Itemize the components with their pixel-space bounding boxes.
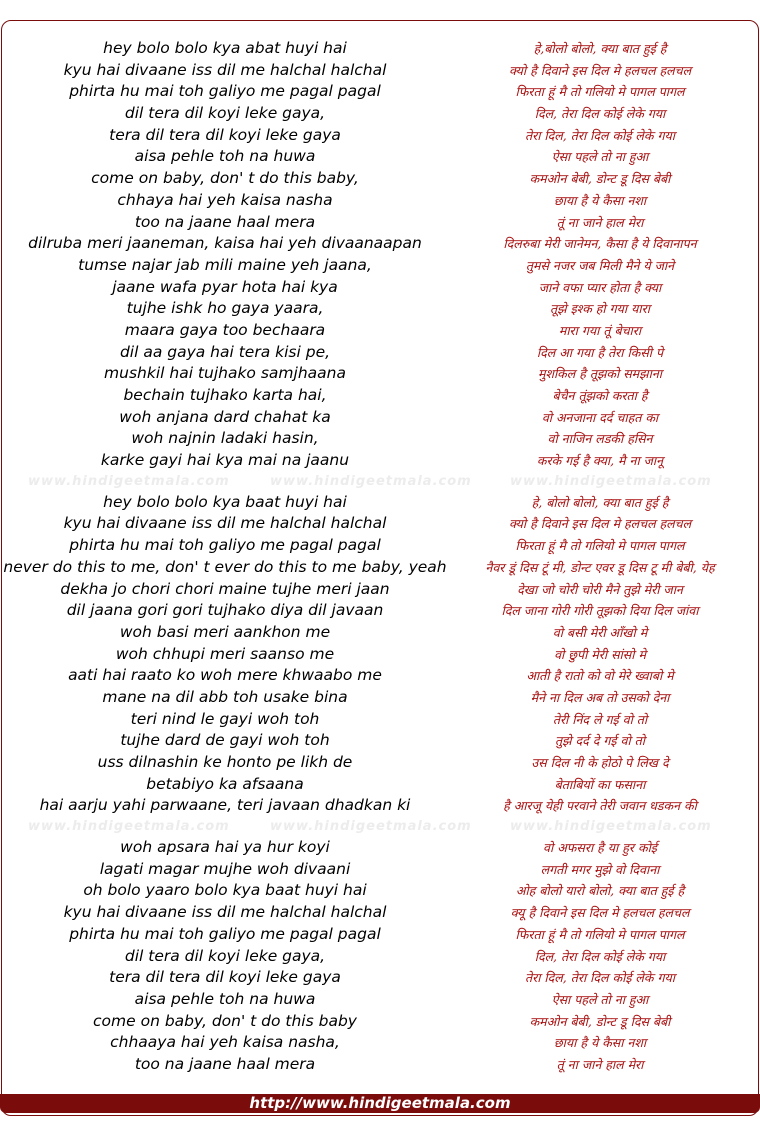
lyric-hindi: वो अनजाना दर्द चाहत का [541,409,659,425]
lyric-english: phirta hu mai toh galiyo me pagal pagal [69,82,381,101]
lyric-english: woh basi meri aankhon me [119,622,331,641]
lyric-hindi: दिल जाना गोरी गोरी तूझको दिया दिल जांवा [501,603,699,619]
lyric-english: jaane wafa pyar hota hai kya [112,277,338,296]
lyric-english: mane na dil abb toh usake bina [102,687,348,706]
lyric-english: mushkil hai tujhako samjhaana [104,364,346,383]
lyric-hindi: छाया है ये कैसा नशा [553,192,647,208]
lyric-hindi: जाने वफा प्यार होता है क्या [538,279,662,295]
lyric-hindi: है आरजू येही परवाने तेरी जवान धडकन की [503,798,697,814]
lyric-line [0,212,760,234]
lyric-line [0,81,760,103]
lyric-english: aati hai raato ko woh mere khwaabo me [68,666,382,685]
lyric-line [0,1011,760,1033]
lyric-english: hai aarju yahi parwaane, teri javaan dhadkan ki [39,796,411,815]
lyric-line [0,600,760,622]
lyric-english: woh anjana dard chahat ka [119,407,331,426]
lyric-english: chhaaya hai yeh kaisa nasha, [110,1033,340,1052]
lyric-english: come on baby, don' t do this baby, [91,169,359,188]
lyric-english: dekha jo chori chori maine tujhe meri jaan [60,579,390,598]
watermark-text: www.hindigeetmala.com [28,473,230,489]
lyric-line [0,342,760,364]
lyric-line [0,687,760,709]
watermark-row [0,472,760,492]
lyric-line [0,579,760,601]
lyric-hindi: ऐसा पहले तो ना हुआ [551,991,649,1007]
lyric-english: come on baby, don' t do this baby [93,1011,357,1030]
lyric-line [0,407,760,429]
lyric-english: kyu hai divaane iss dil me halchal halchal [63,903,387,922]
lyric-english: dil tera dil koyi leke gaya, [124,104,326,123]
lyric-hindi: हे, बोलो बोलो, क्या बात हुई है [531,494,669,510]
lyric-hindi: दिल, तेरा दिल कोई लेके गया [534,106,666,122]
lyric-english: maara gaya too bechaara [124,320,326,339]
lyric-hindi: क्यो है दिवाने इस दिल मे हलचल हलचल [508,516,692,532]
lyric-hindi: तेरा दिल, तेरा दिल कोई लेके गया [524,970,676,986]
lyric-hindi: दिल आ गया है तेरा किसी पे [536,344,664,360]
lyric-line [0,665,760,687]
lyric-english: phirta hu mai toh galiyo me pagal pagal [69,536,381,555]
lyric-english: tera dil tera dil koyi leke gaya [109,125,341,144]
lyric-english: bechain tujhako karta hai, [123,386,327,404]
lyric-line [0,428,760,450]
lyric-line [0,385,760,407]
lyric-line [0,492,760,514]
lyric-hindi: तूझे इश्क हो गया यारा [550,301,650,317]
stanza-3 [0,837,760,1076]
lyric-hindi: मैने ना दिल अब तो उसको देना [530,689,670,705]
watermark-text: www.hindigeetmala.com [28,819,230,835]
lyric-line [0,752,760,774]
lyric-line [0,622,760,644]
lyric-line [0,644,760,666]
stanza-2 [0,492,760,817]
lyric-english: tujhe dard de gayi woh toh [120,731,330,750]
lyric-line [0,946,760,968]
stanza-1 [0,38,760,472]
lyric-hindi: वो बसी मेरी आँखो मे [552,624,648,640]
lyric-english: oh bolo yaaro bolo kya baat huyi hai [83,881,367,900]
lyric-english: dil jaana gori gori tujhako diya dil javaan [66,601,384,620]
lyric-english: uss dilnashin ke honto pe likh de [97,753,353,771]
lyric-line [0,103,760,125]
lyric-hindi: कमओन बेबी, डोन्ट डू दिस बेबी [529,171,671,187]
lyric-english: woh chhupi meri saanso me [115,644,335,663]
lyric-line [0,320,760,342]
lyric-line [0,795,760,817]
lyric-hindi: मारा गया तूं बेचारा [558,322,642,338]
lyric-hindi: लगती मगर मुझे वो दिवाना [540,861,660,877]
lyrics-columns [0,38,760,1076]
lyric-line [0,880,760,902]
lyric-line [0,557,760,579]
lyric-line [0,450,760,472]
footer-bar [0,1094,760,1113]
lyric-line [0,125,760,147]
lyric-hindi: फिरता हूं मै तो गलियो मे पागल पागल [515,926,685,942]
lyric-english: karke gayi hai kya mai na jaanu [100,451,350,470]
lyric-hindi: तुमसे नजर जब मिली मैने ये जाने [525,257,675,273]
lyric-english: tujhe ishk ho gaya yaara, [126,299,324,318]
lyric-line [0,1054,760,1076]
lyric-english: tera dil tera dil koyi leke gaya [109,968,341,987]
lyric-line [0,277,760,299]
lyric-hindi: दिलरुबा मेरी जानेमन, कैसा है ये दिवानापन [503,236,697,252]
lyric-english: too na jaane haal mera [134,212,316,231]
lyric-hindi: ऐसा पहले तो ना हुआ [551,149,649,165]
lyric-english: chhaya hai yeh kaisa nasha [117,190,333,209]
lyric-english: lagati magar mujhe woh divaani [99,859,351,878]
lyric-hindi: क्यू है दिवाने इस दिल मे हलचल हलचल [510,905,690,921]
lyric-line [0,60,760,82]
lyric-hindi: तूं ना जाने हाल मेरा [556,214,644,230]
lyric-hindi: वो नाजिन लडकी हसिन [547,431,653,447]
lyric-line [0,989,760,1011]
lyric-line [0,1032,760,1054]
lyric-line [0,168,760,190]
lyric-hindi: छाया है ये कैसा नशा [553,1035,647,1051]
lyric-english: too na jaane haal mera [134,1054,316,1073]
lyric-line [0,255,760,277]
watermark-text: www.hindigeetmala.com [270,473,472,489]
lyric-hindi: वो अफसरा है या हुर कोई [543,840,657,856]
lyric-hindi: आती है रातो को वो मेरे ख्वाबो मे [526,668,674,684]
lyric-english: dil aa gaya hai tera kisi pe, [119,342,331,361]
lyric-hindi: दिल, तेरा दिल कोई लेके गया [534,948,666,964]
lyric-line [0,233,760,255]
lyric-english: woh najnin ladaki hasin, [131,429,319,448]
lyric-line [0,859,760,881]
lyric-english: never do this to me, don' t ever do this to me baby, yeah [3,557,447,576]
lyric-hindi: मुशकिल है तूझको समझाना [537,366,663,382]
lyric-hindi: वो छुपी मेरी सांसो मे [554,646,646,662]
footer-site-link[interactable]: http://www.hindigeetmala.com [249,1094,511,1112]
lyric-hindi: फिरता हूं मै तो गलियो मे पागल पागल [515,538,685,554]
lyric-english: aisa pehle toh na huwa [134,147,316,166]
lyric-english: kyu hai divaane iss dil me halchal halchal [63,60,387,79]
lyric-english: teri nind le gayi woh toh [130,709,320,728]
lyric-line [0,38,760,60]
lyric-line [0,924,760,946]
lyric-line [0,967,760,989]
lyric-hindi: क्यो है दिवाने इस दिल मे हलचल हलचल [508,62,692,78]
lyric-hindi: फिरता हूं मै तो गलियो मे पागल पागल [515,84,685,100]
lyric-english: betabiyo ka afsaana [146,774,304,793]
lyric-hindi: करके गई है क्या, मै ना जानू [536,453,664,469]
lyric-english: tumse najar jab mili maine yeh jaana, [78,255,372,274]
lyric-hindi: तुझे दर्द दे गई वो तो [554,733,646,749]
lyric-hindi: नैवर डूं दिस टूं मी, डोन्ट एवर डू दिस टू मी बेबी, येह [485,559,715,575]
lyric-hindi: हे,बोलो बोलो, क्या बात हुई है [533,41,667,56]
lyric-line [0,837,760,859]
lyric-line [0,902,760,924]
lyric-line [0,730,760,752]
lyric-line [0,190,760,212]
lyric-line [0,298,760,320]
lyric-english: aisa pehle toh na huwa [134,989,316,1008]
lyric-english: dilruba meri jaaneman, kaisa hai yeh divaanaapan [28,234,422,253]
lyric-english: woh apsara hai ya hur koyi [120,838,330,857]
watermark-row [0,817,760,837]
lyric-english: hey bolo bolo kya baat huyi hai [103,492,347,511]
lyric-hindi: ओह बोलो यारो बोलो, क्या बात हुई है [515,883,685,899]
lyric-line [0,709,760,731]
lyric-hindi: बेचैन तूंझको करता है [552,388,648,403]
lyric-hindi: तेरा दिल, तेरा दिल कोई लेके गया [524,127,676,143]
lyric-english: dil tera dil koyi leke gaya, [124,946,326,965]
lyric-english: kyu hai divaane iss dil me halchal halchal [63,514,387,533]
lyric-hindi: कमओन बेबी, डोन्ट डू दिस बेबी [529,1013,671,1029]
lyric-english: hey bolo bolo kya abat huyi hai [103,39,347,57]
lyric-english: phirta hu mai toh galiyo me pagal pagal [69,924,381,943]
watermark-text: www.hindigeetmala.com [510,473,712,489]
lyric-hindi: बेताबियों का फसाना [554,776,646,792]
lyric-line [0,774,760,796]
lyric-hindi: तेरी निंद ले गई वो तो [552,711,648,727]
lyric-hindi: देखा जो चोरी चोरी मैने तुझे मेरी जान [517,581,683,597]
lyric-line [0,146,760,168]
watermark-text: www.hindigeetmala.com [270,819,472,835]
lyric-hindi: तूं ना जाने हाल मेरा [556,1056,644,1072]
lyric-line [0,535,760,557]
watermark-text: www.hindigeetmala.com [510,819,712,835]
lyric-line [0,363,760,385]
lyric-hindi: उस दिल नी के होठो पे लिख दे [531,755,669,770]
lyric-line [0,513,760,535]
